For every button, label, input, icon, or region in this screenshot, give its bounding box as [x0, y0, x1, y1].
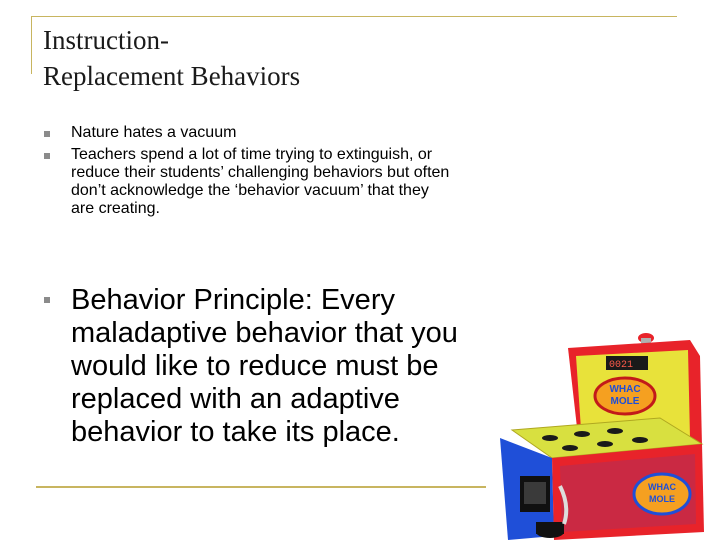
slide-title-line-1: Instruction-	[43, 25, 169, 55]
bullet-text: Nature hates a vacuum	[71, 124, 237, 141]
slide-title	[43, 22, 300, 94]
footer-rule	[36, 486, 486, 488]
slide-title-line-2: Replacement Behaviors	[43, 61, 301, 91]
title-rule-top	[31, 16, 677, 17]
list-item	[44, 284, 474, 449]
title-rule-vertical	[31, 16, 32, 74]
behavior-principle-text: Behavior Principle: Every maladaptive behavior that you would like to reduce must be replaced with an adaptive behavior to take its place.	[71, 284, 458, 448]
svg-text:WHAC: WHAC	[648, 482, 676, 492]
square-bullet-icon	[44, 131, 50, 137]
bullet-list-large	[44, 284, 474, 449]
list-item	[44, 124, 454, 142]
svg-text:0021: 0021	[609, 360, 634, 371]
bullet-text: Teachers spend a lot of time trying to extinguish, or reduce their students’ challenging behaviors but often don’t acknowledge the ‘behavior vacuum’ that they are creating.	[71, 146, 450, 217]
svg-text:WHAC: WHAC	[609, 384, 641, 395]
logo-graphic	[595, 378, 655, 414]
square-bullet-icon	[44, 153, 50, 159]
svg-text:MOLE: MOLE	[649, 494, 675, 504]
square-bullet-icon	[44, 297, 50, 303]
list-item	[44, 146, 454, 218]
bullet-list-small	[44, 124, 454, 222]
whac-a-mole-machine-image	[490, 326, 715, 540]
svg-text:MOLE: MOLE	[610, 396, 640, 407]
